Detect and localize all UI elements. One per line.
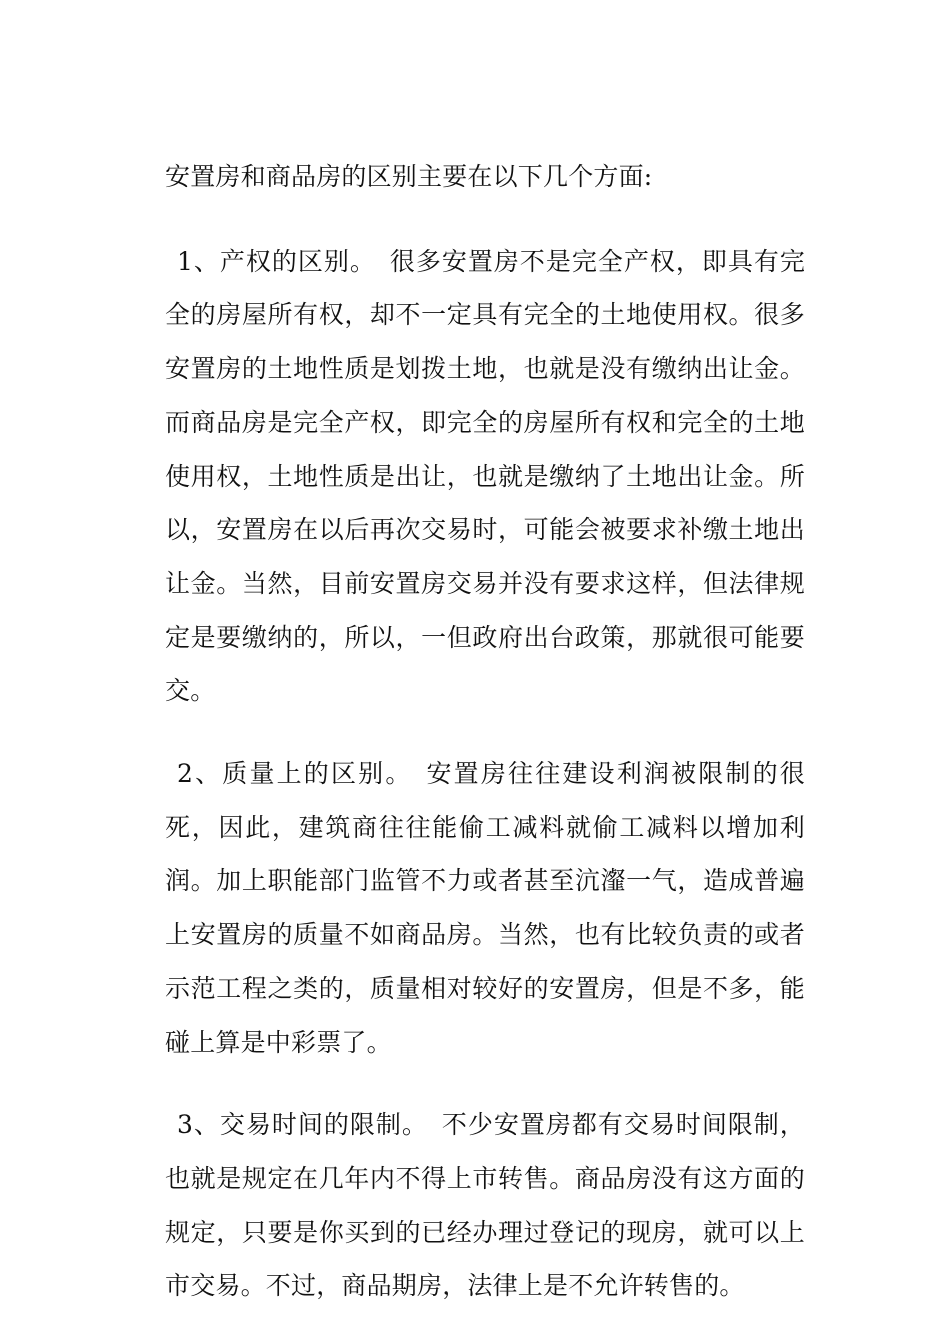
section-1-number: 1、 bbox=[177, 246, 220, 276]
section-3-body: 不少安置房都有交易时间限制，也就是规定在几年内不得上市转售。商品房没有这方面的规定，只要是你买到的已经办理过登记的现房，就可以上市交易。不过，商品期房，法律上是不允许转售的。 bbox=[165, 1110, 806, 1301]
section-1-body: 很多安置房不是完全产权，即具有完全的房屋所有权，却不一定具有完全的土地使用权。很多安置房的土地性质是划拨土地，也就是没有缴纳出让金。而商品房是完全产权，即完全的房屋所有权和完全的土地使用权，土地性质是出让，也就是缴纳了土地出让金。所以，安置房在以后再次交易时，可能会被要求补缴土地出让金。当然，目前安置房交易并没有要求这样，但法律规定是要缴纳的，所以，一但政府出台政策，那就很可能要交。 bbox=[165, 246, 806, 706]
section-2-body: 安置房往往建设利润被限制的很死，因此，建筑商往往能偷工减料就偷工减料以增加利润。加上职能部门监管不力或者甚至沆瀣一气，造成普遍上安置房的质量不如商品房。当然，也有比较负责的或者示范工程之类的，质量相对较好的安置房，但是不多，能碰上算是中彩票了。 bbox=[165, 759, 805, 1057]
section-3-number: 3、 bbox=[177, 1110, 220, 1140]
section-2 bbox=[165, 747, 805, 1069]
section-1-title: 产权的区别。 bbox=[219, 246, 376, 276]
section-2-title: 质量上的区别。 bbox=[222, 759, 413, 789]
section-2-number: 2、 bbox=[177, 759, 223, 789]
section-3-title: 交易时间的限制。 bbox=[219, 1110, 428, 1140]
section-2-text bbox=[165, 747, 805, 1069]
intro-paragraph: 安置房和商品房的区别主要在以下几个方面: bbox=[165, 162, 653, 191]
section-3-text bbox=[165, 1098, 805, 1313]
section-3 bbox=[165, 1098, 805, 1313]
document-body bbox=[165, 150, 805, 1342]
section-1-text bbox=[165, 235, 805, 718]
section-1 bbox=[165, 235, 805, 718]
